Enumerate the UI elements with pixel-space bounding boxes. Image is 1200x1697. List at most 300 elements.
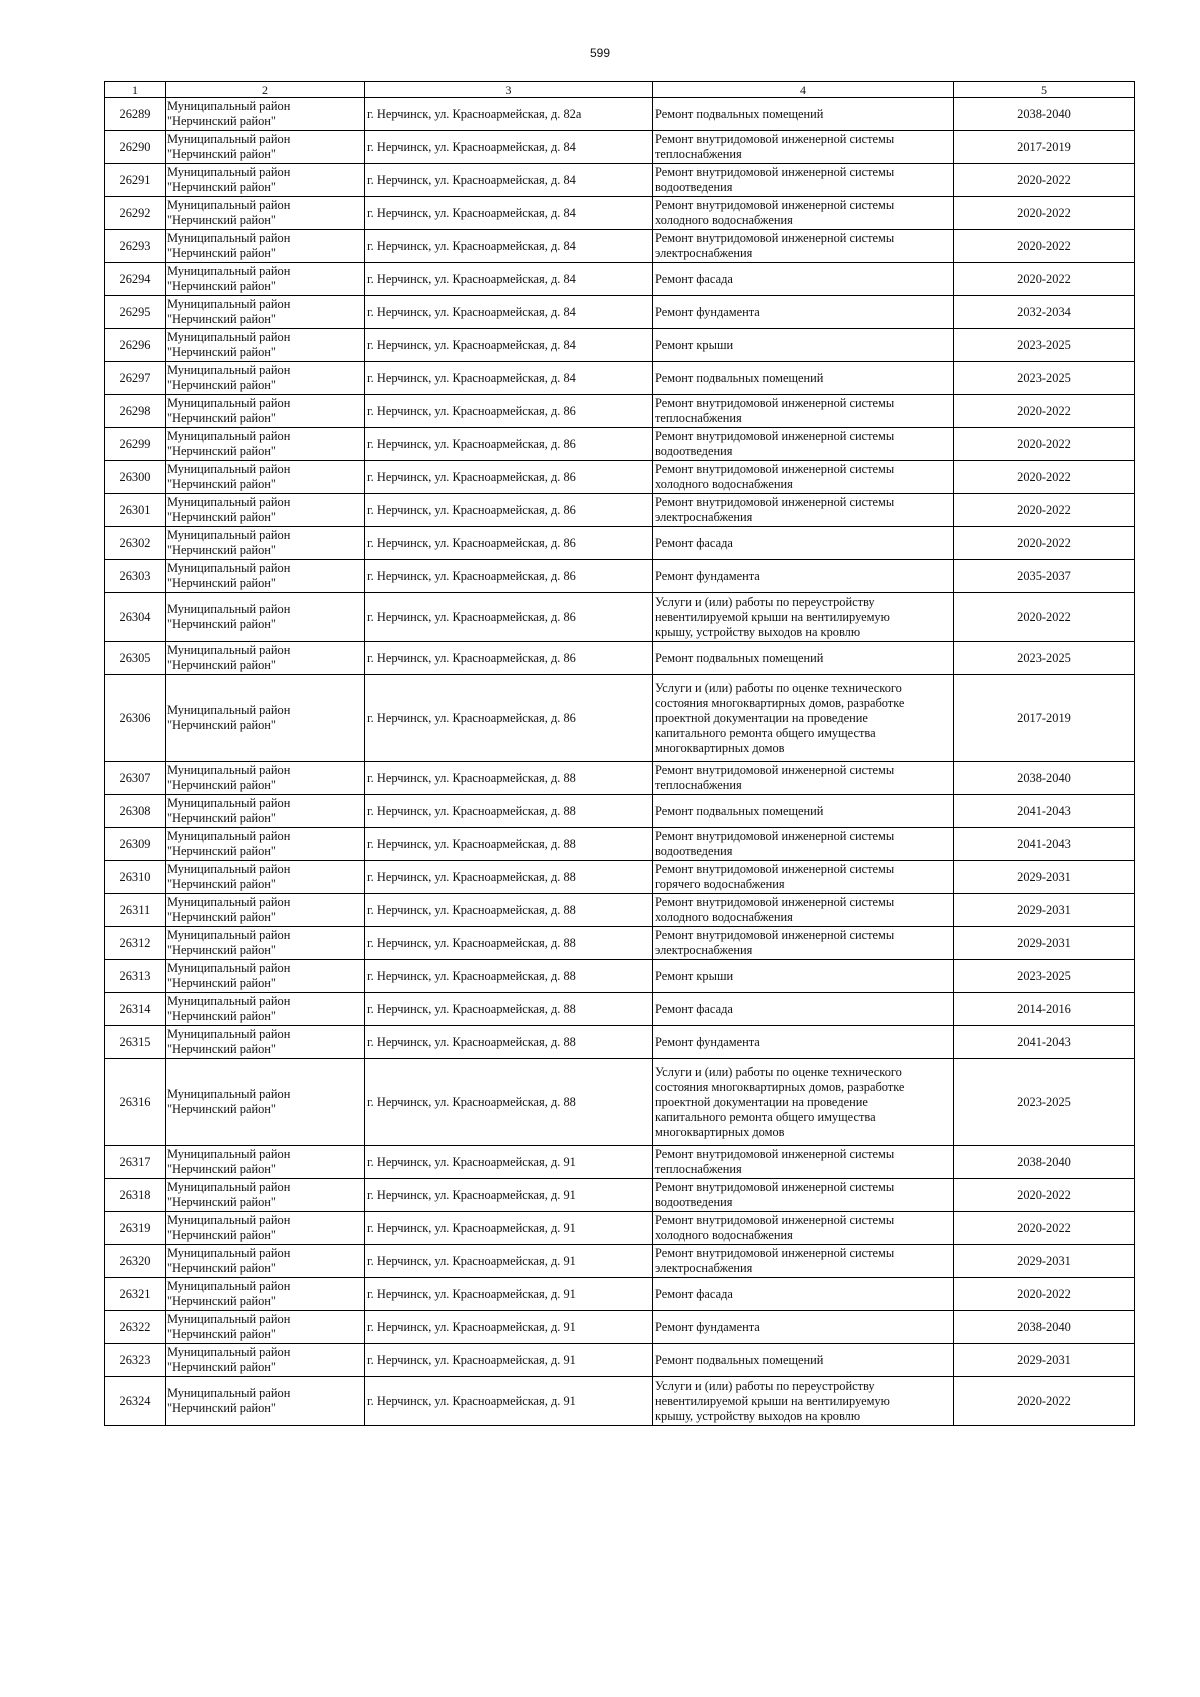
municipality-line: "Нерчинский район" [167,877,276,891]
work-type-line: Ремонт внутридомовой инженерной системы [655,763,895,777]
period-cell: 2020-2022 [954,1278,1135,1311]
municipality-cell [166,296,365,329]
table-row [105,1146,1135,1179]
row-number-cell: 26315 [105,1026,166,1059]
period-cell: 2029-2031 [954,1245,1135,1278]
work-type-line: Ремонт внутридомовой инженерной системы [655,198,895,212]
work-type-line: холодного водоснабжения [655,477,793,491]
work-type-cell [653,494,954,527]
work-type-cell [653,1179,954,1212]
municipality-line: "Нерчинский район" [167,1042,276,1056]
municipality-cell [166,428,365,461]
municipality-line: "Нерчинский район" [167,778,276,792]
municipality-line: Муниципальный район [167,396,291,410]
municipality-line: "Нерчинский район" [167,378,276,392]
address-cell: г. Нерчинск, ул. Красноармейская, д. 86 [365,527,653,560]
municipality-cell [166,1311,365,1344]
municipality-line: "Нерчинский район" [167,976,276,990]
municipality-cell [166,395,365,428]
work-type-line: Ремонт фасада [655,1286,733,1301]
municipality-line: "Нерчинский район" [167,510,276,524]
work-type-cell [653,296,954,329]
table-row [105,131,1135,164]
period-cell: 2041-2043 [954,828,1135,861]
municipality-line: "Нерчинский район" [167,576,276,590]
work-type-cell [653,527,954,560]
work-type-line: Услуги и (или) работы по оценке технического [655,1064,902,1079]
municipality-line: Муниципальный район [167,961,291,975]
work-type-line: Ремонт фасада [655,271,733,286]
work-type-cell [653,960,954,993]
address-cell: г. Нерчинск, ул. Красноармейская, д. 91 [365,1146,653,1179]
row-number-cell: 26320 [105,1245,166,1278]
period-cell: 2038-2040 [954,98,1135,131]
row-number-cell: 26297 [105,362,166,395]
table-row [105,98,1135,131]
row-number-cell: 26296 [105,329,166,362]
municipality-line: Муниципальный район [167,231,291,245]
municipality-line: "Нерчинский район" [167,1102,276,1116]
work-type-cell [653,1146,954,1179]
table-row [105,395,1135,428]
municipality-line: "Нерчинский район" [167,910,276,924]
municipality-cell [166,927,365,960]
municipality-line: "Нерчинский район" [167,1228,276,1242]
work-type-line: многоквартирных домов [655,740,785,755]
work-type-line: крышу, устройству выходов на кровлю [655,624,861,639]
municipality-cell [166,861,365,894]
work-type-line: Ремонт фасада [655,535,733,550]
work-type-cell [653,927,954,960]
period-cell: 2020-2022 [954,1212,1135,1245]
municipality-cell [166,263,365,296]
work-type-cell [653,1377,954,1426]
municipality-cell [166,1278,365,1311]
work-type-cell [653,642,954,675]
table-row [105,230,1135,263]
address-cell: г. Нерчинск, ул. Красноармейская, д. 86 [365,593,653,642]
work-type-line: состояния многоквартирных домов, разработке [655,1079,905,1094]
work-type-line: теплоснабжения [655,411,742,425]
municipality-cell [166,960,365,993]
row-number-cell: 26316 [105,1059,166,1146]
row-number-cell: 26306 [105,675,166,762]
municipality-cell [166,1179,365,1212]
work-type-cell [653,828,954,861]
address-cell: г. Нерчинск, ул. Красноармейская, д. 86 [365,428,653,461]
municipality-line: Муниципальный район [167,1312,291,1326]
row-number-cell: 26321 [105,1278,166,1311]
address-cell: г. Нерчинск, ул. Красноармейская, д. 91 [365,1344,653,1377]
work-type-cell [653,164,954,197]
column-header-3: 3 [365,82,653,98]
work-type-cell [653,1026,954,1059]
row-number-cell: 26311 [105,894,166,927]
table-row [105,795,1135,828]
address-cell: г. Нерчинск, ул. Красноармейская, д. 91 [365,1278,653,1311]
work-type-line: электроснабжения [655,943,753,957]
address-cell: г. Нерчинск, ул. Красноармейская, д. 88 [365,960,653,993]
row-number-cell: 26308 [105,795,166,828]
period-cell: 2029-2031 [954,927,1135,960]
work-type-line: электроснабжения [655,510,753,524]
work-type-cell [653,1278,954,1311]
municipality-line: Муниципальный район [167,495,291,509]
municipality-line: "Нерчинский район" [167,1009,276,1023]
address-cell: г. Нерчинск, ул. Красноармейская, д. 84 [365,164,653,197]
work-type-line: многоквартирных домов [655,1124,785,1139]
table-row [105,675,1135,762]
table-row [105,197,1135,230]
row-number-cell: 26295 [105,296,166,329]
row-number-cell: 26318 [105,1179,166,1212]
column-header-2: 2 [166,82,365,98]
municipality-line: "Нерчинский район" [167,811,276,825]
municipality-line: Муниципальный район [167,895,291,909]
municipality-cell [166,494,365,527]
work-type-cell [653,1311,954,1344]
row-number-cell: 26291 [105,164,166,197]
address-cell: г. Нерчинск, ул. Красноармейская, д. 88 [365,993,653,1026]
municipality-line: "Нерчинский район" [167,1162,276,1176]
municipality-cell [166,1059,365,1146]
municipality-line: Муниципальный район [167,1246,291,1260]
municipality-line: Муниципальный район [167,703,291,717]
work-type-line: Ремонт фундамента [655,1319,760,1334]
row-number-cell: 26300 [105,461,166,494]
row-number-cell: 26299 [105,428,166,461]
work-type-cell [653,1059,954,1146]
period-cell: 2020-2022 [954,197,1135,230]
row-number-cell: 26323 [105,1344,166,1377]
row-number-cell: 26319 [105,1212,166,1245]
municipality-cell [166,1344,365,1377]
table-row [105,560,1135,593]
municipality-line: Муниципальный район [167,602,291,616]
municipality-cell [166,98,365,131]
row-number-cell: 26312 [105,927,166,960]
period-cell: 2020-2022 [954,395,1135,428]
work-type-line: Услуги и (или) работы по переустройству [655,594,875,609]
row-number-cell: 26294 [105,263,166,296]
address-cell: г. Нерчинск, ул. Красноармейская, д. 91 [365,1311,653,1344]
address-cell: г. Нерчинск, ул. Красноармейская, д. 91 [365,1212,653,1245]
work-type-line: Услуги и (или) работы по переустройству [655,1378,875,1393]
work-type-line: Ремонт внутридомовой инженерной системы [655,1213,895,1227]
work-type-line: холодного водоснабжения [655,1228,793,1242]
row-number-cell: 26314 [105,993,166,1026]
municipality-line: "Нерчинский район" [167,1294,276,1308]
work-type-line: водоотведения [655,844,733,858]
column-header-5: 5 [954,82,1135,98]
work-type-cell [653,1344,954,1377]
address-cell: г. Нерчинск, ул. Красноармейская, д. 88 [365,1026,653,1059]
work-type-line: Ремонт подвальных помещений [655,370,824,385]
table-row [105,993,1135,1026]
address-cell: г. Нерчинск, ул. Красноармейская, д. 84 [365,329,653,362]
work-type-line: невентилируемой крыши на вентилируемую [655,609,890,624]
address-cell: г. Нерчинск, ул. Красноармейская, д. 91 [365,1377,653,1426]
municipality-line: Муниципальный район [167,1386,291,1400]
municipality-line: "Нерчинский район" [167,543,276,557]
period-cell: 2023-2025 [954,960,1135,993]
municipality-line: Муниципальный район [167,1147,291,1161]
municipality-line: Муниципальный район [167,643,291,657]
municipality-line: Муниципальный район [167,198,291,212]
period-cell: 2035-2037 [954,560,1135,593]
table-row [105,593,1135,642]
table-row [105,1245,1135,1278]
period-cell: 2020-2022 [954,461,1135,494]
municipality-cell [166,461,365,494]
municipality-cell [166,795,365,828]
row-number-cell: 26322 [105,1311,166,1344]
table-row [105,1212,1135,1245]
period-cell: 2029-2031 [954,861,1135,894]
work-type-line: Ремонт внутридомовой инженерной системы [655,1180,895,1194]
address-cell: г. Нерчинск, ул. Красноармейская, д. 88 [365,828,653,861]
municipality-line: Муниципальный район [167,763,291,777]
work-type-line: водоотведения [655,1195,733,1209]
work-type-line: состояния многоквартирных домов, разработке [655,695,905,710]
row-number-cell: 26310 [105,861,166,894]
municipality-line: Муниципальный район [167,1213,291,1227]
municipality-cell [166,1026,365,1059]
address-cell: г. Нерчинск, ул. Красноармейская, д. 86 [365,494,653,527]
table-row [105,1377,1135,1426]
period-cell: 2038-2040 [954,1146,1135,1179]
address-cell: г. Нерчинск, ул. Красноармейская, д. 88 [365,927,653,960]
municipality-line: Муниципальный район [167,1087,291,1101]
address-cell: г. Нерчинск, ул. Красноармейская, д. 84 [365,263,653,296]
table-row [105,927,1135,960]
work-type-line: Ремонт подвальных помещений [655,650,824,665]
municipality-line: Муниципальный район [167,462,291,476]
period-cell: 2041-2043 [954,1026,1135,1059]
work-type-line: Ремонт внутридомовой инженерной системы [655,928,895,942]
work-type-line: теплоснабжения [655,778,742,792]
municipality-cell [166,527,365,560]
municipality-line: "Нерчинский район" [167,477,276,491]
municipality-line: Муниципальный район [167,994,291,1008]
address-cell: г. Нерчинск, ул. Красноармейская, д. 82а [365,98,653,131]
table-row [105,762,1135,795]
municipality-line: Муниципальный район [167,165,291,179]
period-cell: 2029-2031 [954,894,1135,927]
municipality-cell [166,642,365,675]
work-type-line: Ремонт внутридомовой инженерной системы [655,862,895,876]
municipality-line: "Нерчинский район" [167,411,276,425]
table-row [105,362,1135,395]
address-cell: г. Нерчинск, ул. Красноармейская, д. 84 [365,230,653,263]
work-type-line: проектной документации на проведение [655,1094,868,1109]
work-type-cell [653,395,954,428]
municipality-line: "Нерчинский район" [167,1195,276,1209]
work-type-line: Услуги и (или) работы по оценке технического [655,680,902,695]
period-cell: 2017-2019 [954,131,1135,164]
municipality-cell [166,1245,365,1278]
table-body [105,98,1135,1426]
work-type-cell [653,329,954,362]
municipality-line: "Нерчинский район" [167,213,276,227]
municipality-line: "Нерчинский район" [167,444,276,458]
work-type-cell [653,795,954,828]
period-cell: 2020-2022 [954,230,1135,263]
period-cell: 2023-2025 [954,642,1135,675]
row-number-cell: 26289 [105,98,166,131]
municipality-cell [166,197,365,230]
work-type-line: Ремонт внутридомовой инженерной системы [655,1246,895,1260]
address-cell: г. Нерчинск, ул. Красноармейская, д. 84 [365,197,653,230]
work-type-line: Ремонт крыши [655,337,734,352]
work-type-line: Ремонт внутридомовой инженерной системы [655,396,895,410]
work-type-cell [653,131,954,164]
work-type-line: холодного водоснабжения [655,213,793,227]
address-cell: г. Нерчинск, ул. Красноармейская, д. 88 [365,1059,653,1146]
municipality-line: "Нерчинский район" [167,1360,276,1374]
work-type-cell [653,461,954,494]
column-number-row [105,82,1135,98]
address-cell: г. Нерчинск, ул. Красноармейская, д. 91 [365,1245,653,1278]
work-type-cell [653,230,954,263]
municipality-line: Муниципальный район [167,829,291,843]
municipality-line: "Нерчинский район" [167,312,276,326]
work-type-line: холодного водоснабжения [655,910,793,924]
municipality-cell [166,828,365,861]
municipality-cell [166,762,365,795]
municipality-line: "Нерчинский район" [167,345,276,359]
period-cell: 2020-2022 [954,263,1135,296]
table-row [105,861,1135,894]
work-type-cell [653,593,954,642]
period-cell: 2023-2025 [954,329,1135,362]
table-row [105,828,1135,861]
municipality-line: Муниципальный район [167,297,291,311]
period-cell: 2020-2022 [954,164,1135,197]
work-type-cell [653,993,954,1026]
municipality-cell [166,560,365,593]
period-cell: 2029-2031 [954,1344,1135,1377]
work-type-line: Ремонт подвальных помещений [655,803,824,818]
municipality-cell [166,230,365,263]
municipality-line: "Нерчинский район" [167,658,276,672]
address-cell: г. Нерчинск, ул. Красноармейская, д. 88 [365,861,653,894]
municipality-line: "Нерчинский район" [167,718,276,732]
municipality-line: Муниципальный район [167,528,291,542]
work-type-cell [653,560,954,593]
municipality-cell [166,1212,365,1245]
table-row [105,1344,1135,1377]
work-type-cell [653,197,954,230]
municipality-cell [166,675,365,762]
column-header-4: 4 [653,82,954,98]
table-row [105,642,1135,675]
municipality-cell [166,362,365,395]
work-type-line: Ремонт фундамента [655,568,760,583]
address-cell: г. Нерчинск, ул. Красноармейская, д. 84 [365,131,653,164]
municipality-line: Муниципальный район [167,1180,291,1194]
municipality-cell [166,329,365,362]
work-type-line: проектной документации на проведение [655,710,868,725]
work-type-line: Ремонт внутридомовой инженерной системы [655,231,895,245]
work-type-line: теплоснабжения [655,1162,742,1176]
work-type-cell [653,675,954,762]
page-number: 599 [589,46,611,60]
period-cell: 2023-2025 [954,1059,1135,1146]
work-type-cell [653,98,954,131]
municipality-line: "Нерчинский район" [167,114,276,128]
address-cell: г. Нерчинск, ул. Красноармейская, д. 84 [365,296,653,329]
row-number-cell: 26317 [105,1146,166,1179]
work-type-cell [653,861,954,894]
municipality-line: Муниципальный район [167,264,291,278]
address-cell: г. Нерчинск, ул. Красноармейская, д. 86 [365,675,653,762]
period-cell: 2038-2040 [954,762,1135,795]
municipality-cell [166,993,365,1026]
work-type-line: Ремонт внутридомовой инженерной системы [655,132,895,146]
address-cell: г. Нерчинск, ул. Красноармейская, д. 86 [365,395,653,428]
municipality-cell [166,593,365,642]
period-cell: 2041-2043 [954,795,1135,828]
municipality-cell [166,164,365,197]
column-header-1: 1 [105,82,166,98]
municipality-line: "Нерчинский район" [167,246,276,260]
row-number-cell: 26292 [105,197,166,230]
municipality-line: "Нерчинский район" [167,279,276,293]
work-type-line: Ремонт внутридомовой инженерной системы [655,165,895,179]
row-number-cell: 26303 [105,560,166,593]
row-number-cell: 26309 [105,828,166,861]
table-row [105,329,1135,362]
municipality-line: "Нерчинский район" [167,1327,276,1341]
municipality-cell [166,1377,365,1426]
municipality-line: "Нерчинский район" [167,147,276,161]
address-cell: г. Нерчинск, ул. Красноармейская, д. 91 [365,1179,653,1212]
address-cell: г. Нерчинск, ул. Красноармейская, д. 88 [365,894,653,927]
municipality-line: "Нерчинский район" [167,1261,276,1275]
period-cell: 2020-2022 [954,1179,1135,1212]
period-cell: 2038-2040 [954,1311,1135,1344]
work-type-line: Ремонт внутридомовой инженерной системы [655,1147,895,1161]
municipality-line: "Нерчинский район" [167,1401,276,1415]
work-type-line: крышу, устройству выходов на кровлю [655,1408,861,1423]
work-type-cell [653,1212,954,1245]
table-row [105,263,1135,296]
work-type-cell [653,894,954,927]
work-type-line: Ремонт фасада [655,1001,733,1016]
work-type-line: невентилируемой крыши на вентилируемую [655,1393,890,1408]
table-row [105,1179,1135,1212]
row-number-cell: 26304 [105,593,166,642]
row-number-cell: 26305 [105,642,166,675]
municipality-line: Муниципальный район [167,99,291,113]
table-row [105,1278,1135,1311]
work-type-line: электроснабжения [655,246,753,260]
work-type-cell [653,1245,954,1278]
municipality-line: "Нерчинский район" [167,617,276,631]
work-type-line: капитального ремонта общего имущества [655,725,876,740]
table-row [105,1059,1135,1146]
table-row [105,1311,1135,1344]
work-type-line: Ремонт фундамента [655,1034,760,1049]
address-cell: г. Нерчинск, ул. Красноармейская, д. 88 [365,795,653,828]
work-type-line: Ремонт фундамента [655,304,760,319]
work-type-line: Ремонт подвальных помещений [655,1352,824,1367]
work-type-line: теплоснабжения [655,147,742,161]
address-cell: г. Нерчинск, ул. Красноармейская, д. 86 [365,560,653,593]
municipality-line: "Нерчинский район" [167,943,276,957]
period-cell: 2020-2022 [954,428,1135,461]
